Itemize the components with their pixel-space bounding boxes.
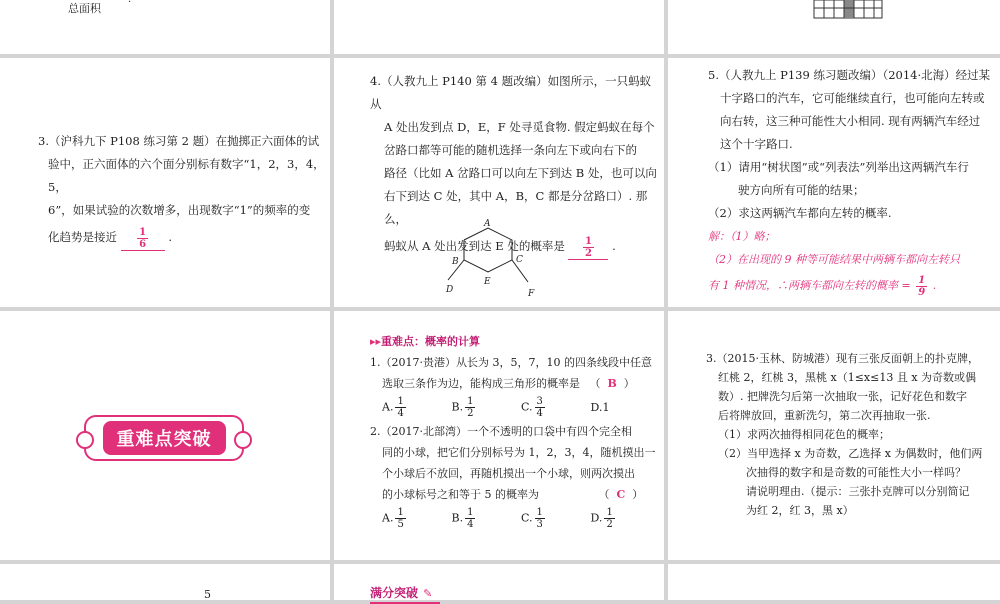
arrow-icon: ▸▸: [370, 335, 382, 348]
panel-question-3b: [668, 311, 1000, 560]
q4-line-1: 4.（人教九上 P140 第 4 题改编）如图所示，一只蚂蚁从: [370, 74, 652, 111]
q5-sub-1b: 驶方向所有可能的结果；: [738, 183, 865, 197]
banner-inner: [103, 421, 226, 455]
q3b-sub-2a: （2）当甲选择 x 为奇数，乙选择 x 为偶数时，他们两: [718, 447, 983, 460]
panel-bottom-right: [668, 564, 1000, 600]
kp-q1-answer: B: [607, 377, 617, 390]
q5-sub-2: （2）求这两辆汽车都向左转的概率.: [708, 206, 892, 220]
q3-line-4: 化趋势是接近 $\frac{1}{6}$ .: [48, 226, 172, 250]
q4-line-3: 岔路口都等可能的随机选择一条向左下或向右下的: [384, 143, 637, 157]
page-digit: 5: [204, 588, 211, 601]
grid-figure: [814, 0, 884, 20]
kp-q1-option-d: D.1: [590, 400, 610, 414]
kp-q2-option-b: B. $\frac{1}{4}$: [451, 507, 474, 530]
label-e: E: [484, 277, 491, 287]
label-d: D: [446, 285, 454, 295]
q5-sub-1a: （1）请用“树状图”或“列表法”列举出这两辆汽车行: [708, 160, 969, 174]
panel-question-3: [0, 58, 330, 307]
q3b-line-4: 后将牌放回，重新洗匀，第二次再抽取一张.: [718, 409, 931, 422]
banner-title: 重难点突破: [116, 429, 212, 450]
kp-q2-options: [370, 507, 660, 530]
kp-q2-line-4: 的小球标号之和等于 5 的概率为 （ C ）: [382, 488, 644, 501]
panel-question-4: [334, 58, 664, 307]
q3-line-2: 验中，正六面体的六个面分别标有数字“1，2，3，4，5，: [48, 157, 325, 194]
kp-q2-line-2: 同的小球，把它们分别标号为 1，2，3，4，随机摸出一: [382, 446, 656, 459]
kp-q2-option-c: C. $\frac{1}{3}$: [521, 507, 543, 530]
q3b-line-1: 3.（2015·玉林、防城港）现有三张反面朝上的扑克牌，: [706, 352, 979, 365]
kp-q1-option-b: B. $\frac{1}{2}$: [451, 396, 474, 419]
q4-line-6: 蚂蚁从 A 处出发到达 E 处的概率是 $\frac{1}{2}$ .: [384, 235, 616, 259]
panel-bottom-middle: [334, 564, 664, 600]
q3-line-1: 3.（沪科九下 P108 练习第 2 题）在抛掷正六面体的试: [38, 134, 320, 148]
kp-q2-option-a: A. $\frac{1}{5}$: [382, 507, 404, 530]
kp-q1-line-2: 选取三条作为边，能构成三角形的概率是 （ B ）: [382, 377, 635, 390]
q4-line-4: 路径（比如 A 岔路口可以向左下到达 B 处，也可以向: [384, 166, 657, 180]
kp-q1-line-1: 1.（2017·贵港）从长为 3，5，7，10 的四条线段中任意: [370, 356, 652, 369]
q3b-sub-2b: 次抽得的数字和是奇数的可能性大小一样吗？: [746, 466, 966, 479]
q4-line-2: A 处出发到点 D，E，F 处寻觅食物. 假定蚂蚁在每个: [384, 120, 655, 134]
panel-top-middle: [334, 0, 664, 54]
q5-line-2: 十字路口的汽车，它可能继续直行，也可能向左转或: [720, 91, 985, 105]
kp-q1-options: [370, 396, 660, 419]
q4-answer: $\frac{1}{2}$: [568, 235, 608, 260]
kp-q2-option-d: D. $\frac{1}{2}$: [590, 507, 613, 530]
banner-frame: [84, 415, 244, 461]
q5-line-4: 这个十字路口.: [720, 137, 793, 151]
q3b-line-3: 数）. 把牌洗匀后第一次抽取一张，记好花色和数字: [718, 390, 967, 403]
panel-top-right: [668, 0, 1000, 54]
q5-line-1: 5.（人教九上 P139 练习题改编）（2014·北海）经过某: [708, 68, 991, 82]
label-f: F: [528, 289, 535, 299]
kp-q1-option-c: C. $\frac{3}{4}$: [521, 396, 543, 419]
panel-banner: [0, 311, 330, 560]
q5-line-3: 向右转，这三种可能性大小相同. 现有两辆汽车经过: [720, 114, 981, 128]
q3b-sub-2d: 为红 2，红 3，黑 x）: [746, 504, 854, 517]
q3-answer: $\frac{1}{6}$: [121, 226, 165, 251]
q5-solution-2: （2）在出现的 9 种等可能结果中两辆车都向左转只: [708, 253, 960, 266]
panel-bottom-left: [0, 564, 330, 600]
q3b-sub-1: （1）求两次抽得相同花色的概率；: [718, 428, 890, 441]
q3-line-3: 6”，如果试验的次数增多，出现数字“1”的频率的变: [48, 203, 311, 217]
q5-solution-3: 有 1 种情况，∴两辆车都向左转的概率 = $\frac{1}{9}$ .: [708, 274, 937, 298]
panel-key-points: [334, 311, 664, 560]
q3b-line-2: 红桃 2，红桃 3，黑桃 x（1≤x≤13 且 x 为奇数或偶: [718, 371, 977, 384]
kp-q2-line-1: 2.（2017·北部湾）一个不透明的口袋中有四个完全相: [370, 425, 632, 438]
pencil-icon: ✎: [423, 587, 433, 600]
label-a: A: [484, 219, 491, 229]
dot-mark: [128, 0, 131, 5]
ant-path-diagram: [440, 220, 560, 300]
panel-top-left: [0, 0, 330, 54]
q3b-sub-2c: 请说明理由.（提示：三张扑克牌可以分别简记: [746, 485, 970, 498]
total-area-label: 总面积: [68, 2, 101, 15]
panel-question-5: [668, 58, 1000, 307]
q5-solution-1: 解：（1）略；: [708, 230, 776, 243]
kp-q1-option-a: A. $\frac{1}{4}$: [382, 396, 404, 419]
kp-q2-answer: C: [616, 488, 626, 501]
label-c: C: [516, 255, 523, 265]
label-b: B: [452, 257, 459, 267]
kp-q2-line-3: 个小球后不放回，再随机摸出一个小球，则两次摸出: [382, 467, 635, 480]
section-heading: ▸▸重难点：概率的计算: [370, 335, 481, 348]
q4-line-5: 右下到达 C 处，其中 A，B，C 都是分岔路口）. 那么，: [384, 189, 648, 226]
full-marks-heading: 满分突破 ✎: [370, 582, 440, 604]
q5-solution-fraction: $\frac{1}{9}$: [918, 274, 926, 298]
